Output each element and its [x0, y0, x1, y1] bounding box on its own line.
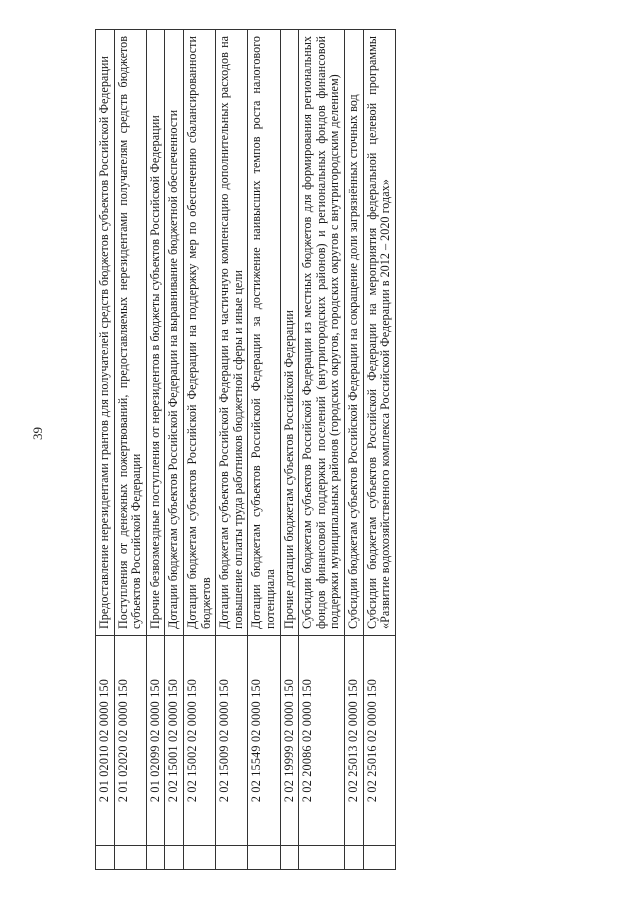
description-cell: Субсидии бюджетам субъектов Российской Федерации на мероприятия федеральной целевой программы «Развитие водохозяйственного комплекса Российской Федерации в 2012 – 2020 годах»: [363, 30, 395, 636]
code-cell: 2 02 25013 02 0000 150: [344, 636, 363, 846]
blank-cell: [280, 846, 299, 870]
table-row: [216, 30, 248, 870]
table-row: [280, 30, 299, 870]
blank-cell: [146, 846, 165, 870]
description-cell: Субсидии бюджетам субъектов Российской Федерации на сокращение доли загрязнённых сточных вод: [344, 30, 363, 636]
description-cell: Дотации бюджетам субъектов Российской Федерации на выравнивание бюджетной обеспеченности: [165, 30, 184, 636]
description-cell: Субсидии бюджетам субъектов Российской Федерации из местных бюджетов для формирования региональных фондов финансовой поддержки поселений (внутригородских районов) и региональных фондов финансовой поддержки муниципальных районов (городских округов, городских округов с внутригородским делением): [299, 30, 345, 636]
page-number: 39: [30, 427, 45, 440]
revenue-codes-table: [95, 29, 396, 870]
table-row: [363, 30, 395, 870]
blank-cell: [216, 846, 248, 870]
code-cell: 2 01 02010 02 0000 150: [96, 636, 115, 846]
table-row: [299, 30, 345, 870]
code-cell: 2 02 15001 02 0000 150: [165, 636, 184, 846]
blank-cell: [96, 846, 115, 870]
table-row: [114, 30, 146, 870]
code-cell: 2 01 02099 02 0000 150: [146, 636, 165, 846]
table-row: [344, 30, 363, 870]
table-row: [183, 30, 215, 870]
table-row: [96, 30, 115, 870]
code-cell: 2 02 20086 02 0000 150: [299, 636, 345, 846]
blank-cell: [165, 846, 184, 870]
code-cell: 2 02 19999 02 0000 150: [280, 636, 299, 846]
table-row: [146, 30, 165, 870]
description-cell: Прочие безвозмездные поступления от нерезидентов в бюджеты субъектов Российской Федерации: [146, 30, 165, 636]
blank-cell: [183, 846, 215, 870]
description-cell: Поступления от денежных пожертвований, предоставляемых нерезидентами получателям средств бюджетов субъектов Российской Федерации: [114, 30, 146, 636]
blank-cell: [248, 846, 280, 870]
description-cell: Дотации бюджетам субъектов Российской Федерации на частичную компенсацию дополнительных расходов на повышение оплаты труда работников бюджетной сферы и иные цели: [216, 30, 248, 636]
code-cell: 2 02 15002 02 0000 150: [183, 636, 215, 846]
description-cell: Предоставление нерезидентами грантов для получателей средств бюджетов субъектов Российской Федерации: [96, 30, 115, 636]
description-cell: Дотации бюджетам субъектов Российской Федерации на поддержку мер по обеспечению сбалансированности бюджетов: [183, 30, 215, 636]
blank-cell: [363, 846, 395, 870]
code-cell: 2 02 15549 02 0000 150: [248, 636, 280, 846]
description-cell: Прочие дотации бюджетам субъектов Российской Федерации: [280, 30, 299, 636]
description-cell: Дотации бюджетам субъектов Российской Федерации за достижение наивысших темпов роста налогового потенциала: [248, 30, 280, 636]
table-row: [165, 30, 184, 870]
blank-cell: [299, 846, 345, 870]
blank-cell: [114, 846, 146, 870]
code-cell: 2 02 25016 02 0000 150: [363, 636, 395, 846]
table-row: [248, 30, 280, 870]
code-cell: 2 01 02020 02 0000 150: [114, 636, 146, 846]
blank-cell: [344, 846, 363, 870]
code-cell: 2 02 15009 02 0000 150: [216, 636, 248, 846]
rotated-document-sheet: [95, 30, 605, 870]
